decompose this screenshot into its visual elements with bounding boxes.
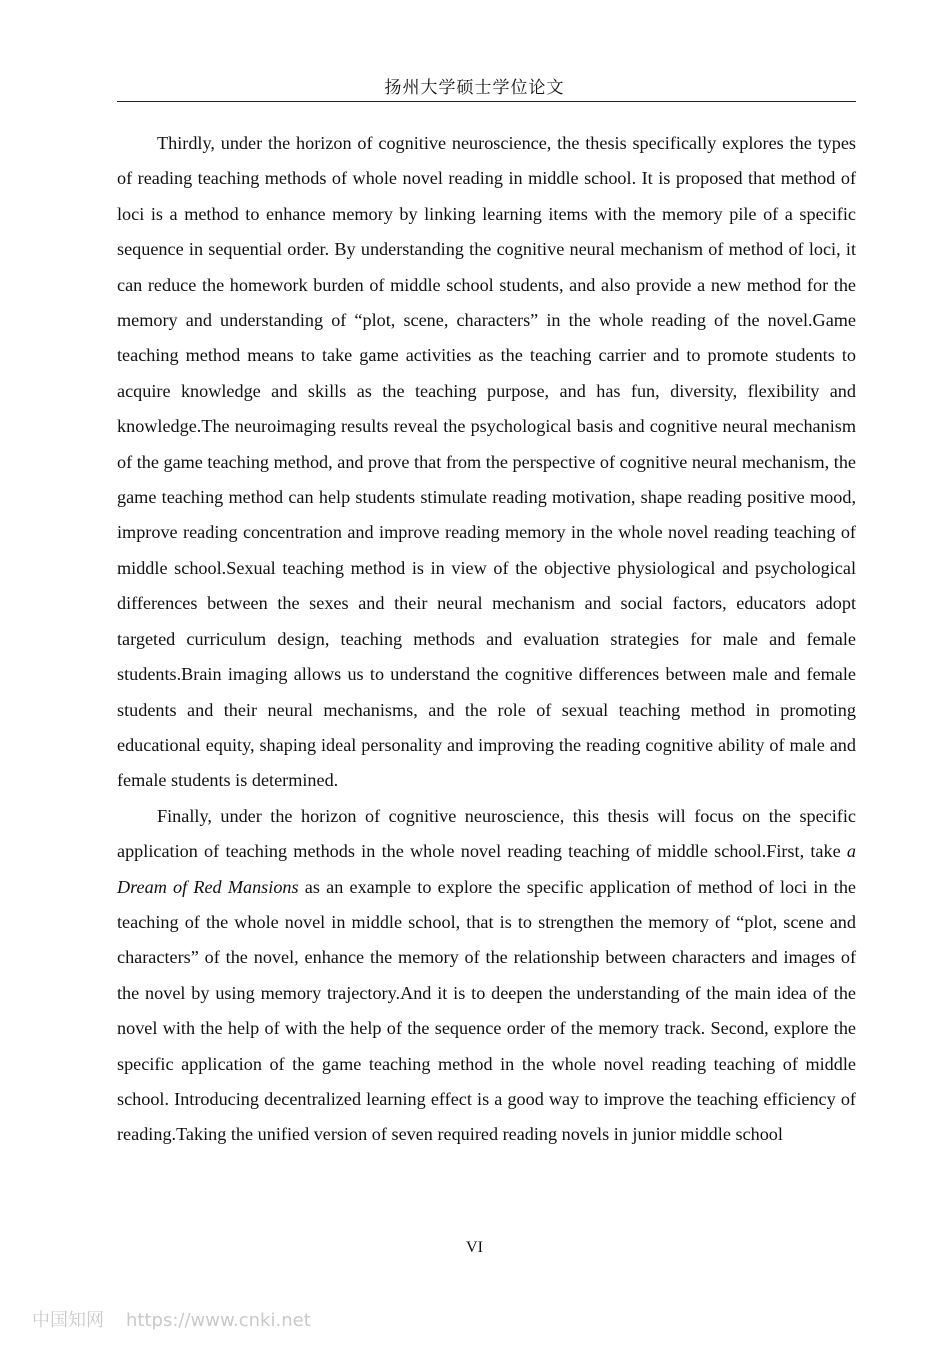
page-header-title: 扬州大学硕士学位论文 xyxy=(384,78,565,97)
paragraph-thirdly: Thirdly, under the horizon of cognitive neuroscience, the thesis specifically explores the types of reading teaching methods of whole novel reading in middle school. It is proposed that method of loci is a method to enhance memory by linking learning items with the memory pile of a specific sequence in sequential order. By understanding the cognitive neural mechanism of method of loci, it can reduce the homework burden of middle school students, and also provide a new method for the memory and understanding of “plot, scene, characters” in the whole reading of the novel.Game teaching method means to take game activities as the teaching carrier and to promote students to acquire knowledge and skills as the teaching purpose, and has fun, diversity, flexibility and knowledge.The neuroimaging results reveal the psychological basis and cognitive neural mechanism of the game teaching method, and prove that from the perspective of cognitive neural mechanism, the game teaching method can help students stimulate reading motivation, shape reading positive mood, improve reading concentration and improve reading memory in the whole novel reading teaching of middle school.Sexual teaching method is in view of the objective physiological and psychological differences between the sexes and their neural mechanism and social factors, educators adopt targeted curriculum design, teaching methods and evaluation strategies for male and female students.Brain imaging allows us to understand the cognitive differences between male and female students and their neural mechanisms, and the role of sexual teaching method in promoting educational equity, shaping ideal personality and improving the reading cognitive ability of male and female students is determined. xyxy=(117,133,856,791)
page-number: VI xyxy=(466,1239,483,1256)
paragraph-text: Finally, under the horizon of cognitive neuroscience, this thesis will focus on the specific application of teaching methods in the whole novel reading teaching of middle school.First, take xyxy=(117,805,856,862)
watermark-url: https://www.cnki.net xyxy=(126,1310,311,1331)
header-divider xyxy=(117,101,856,102)
cnki-watermark xyxy=(32,1306,311,1332)
thesis-body xyxy=(117,126,856,1153)
novel-title: a Dream of Red Mansions xyxy=(117,841,856,897)
paragraph-finally xyxy=(117,799,856,1153)
paragraph-text: as an example to explore the specific application of method of loci in the teaching of the whole novel in middle school, that is to strengthen the memory of “plot, scene and characters” of the novel, enhance the memory of the relationship between characters and images of the novel by using memory trajectory.And it is to deepen the understanding of the main idea of the novel with the help of with the help of the sequence order of the memory track. Second, explore the specific application of the game teaching method in the whole novel reading teaching of middle school. Introducing decentralized learning effect is a good way to improve the teaching efficiency of reading.Taking the unified version of seven required reading novels in junior middle school xyxy=(117,876,856,1145)
watermark-name: 中国知网 xyxy=(32,1310,104,1331)
